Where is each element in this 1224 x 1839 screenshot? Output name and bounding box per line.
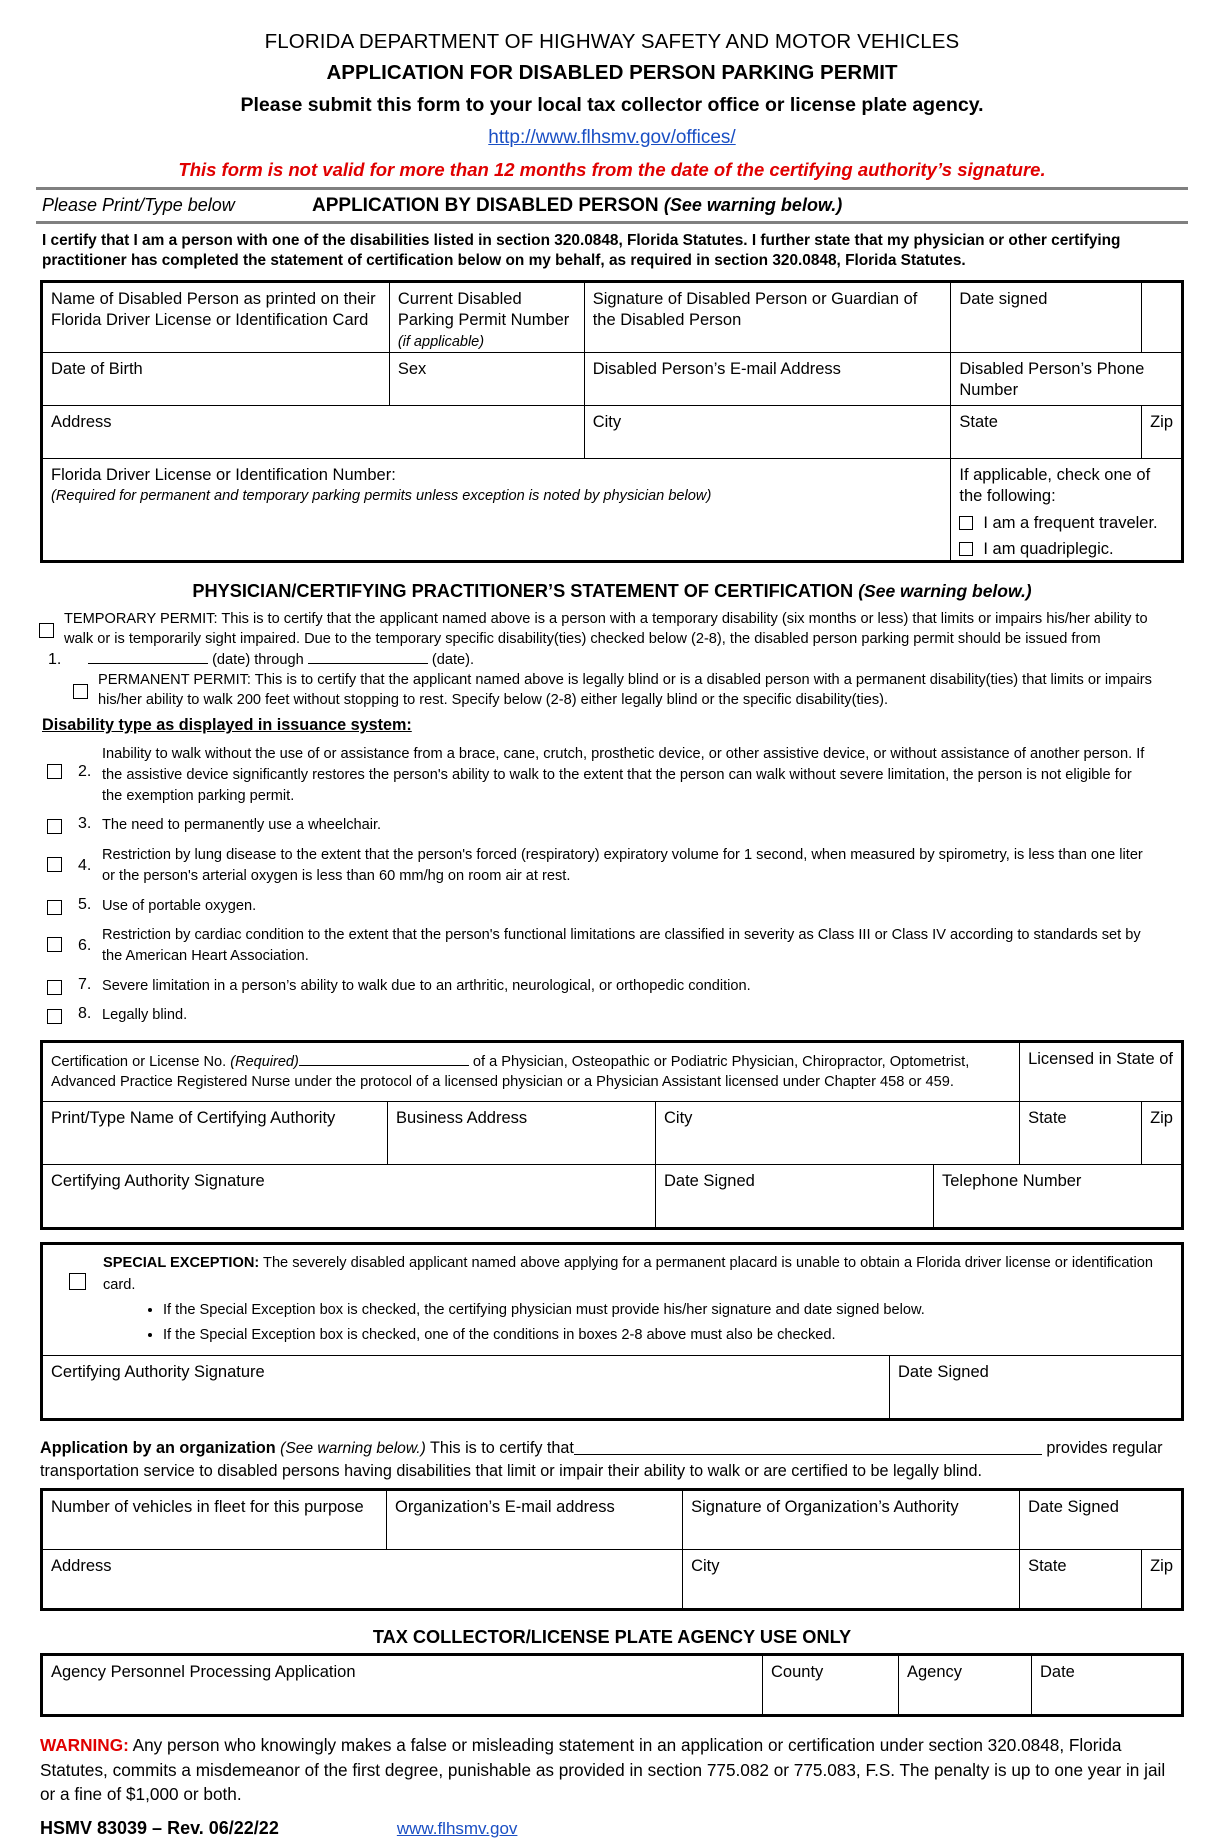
- cell-date-of-birth[interactable]: [42, 353, 390, 406]
- disability-list: [0, 744, 1224, 1026]
- cell-licensed-in-state-of[interactable]: [1020, 1042, 1183, 1102]
- licensed-state-label: Licensed in State of: [1028, 1050, 1173, 1069]
- checkbox-icon[interactable]: [73, 684, 88, 699]
- disability-checkbox-col: [0, 1005, 62, 1024]
- list-item: • If the Special Exception box is checked, the certifying physician must provide his/her signature and date signed below.: [163, 1300, 1163, 1322]
- cell-county[interactable]: [763, 1655, 899, 1716]
- permanent-permit-checkbox-col: [34, 670, 98, 699]
- application-section-title: [312, 195, 842, 217]
- table-row: [42, 1490, 1183, 1550]
- cell-applicant-name[interactable]: [42, 281, 390, 352]
- disability-checkbox-col: [0, 845, 62, 872]
- permit-date-range[interactable]: [88, 650, 1224, 668]
- document-footer: [40, 1818, 1184, 1839]
- cell-organization-address[interactable]: [42, 1550, 683, 1610]
- disability-item-6[interactable]: [0, 925, 1224, 966]
- cell-certifier-name[interactable]: [42, 1102, 388, 1165]
- permit-number-note: (if applicable): [397, 334, 485, 351]
- applicant-name-label: Name of Disabled Person as printed on their Florida Driver License or Identification Card: [51, 289, 376, 330]
- list-item: • If the Special Exception box is checked, one of the conditions in boxes 2-8 above must also be checked.: [163, 1325, 1163, 1347]
- organization-lead-text: This is to certify that: [429, 1438, 574, 1457]
- organization-paragraph: [40, 1437, 1184, 1483]
- cell-permit-number[interactable]: [389, 281, 584, 352]
- physician-statement-title-text: PHYSICIAN/CERTIFYING PRACTITIONER’S STATEMENT OF CERTIFICATION: [192, 580, 854, 601]
- certifier-table: [40, 1040, 1184, 1230]
- tax-collector-table: [40, 1653, 1184, 1717]
- date-label: Date: [1040, 1663, 1075, 1682]
- warning-paragraph: [40, 1733, 1184, 1806]
- organization-lead-note: (See warning below.): [280, 1439, 426, 1457]
- date-from-blank[interactable]: [88, 650, 208, 664]
- cell-certifier-telephone[interactable]: [934, 1165, 1183, 1229]
- permit-number-label: Current Disabled Parking Permit Number: [397, 289, 570, 330]
- disability-checkbox-col: [0, 925, 62, 952]
- special-exception-label: SPECIAL EXCEPTION:: [103, 1255, 260, 1272]
- tax-collector-title: TAX COLLECTOR/LICENSE PLATE AGENCY USE ONLY: [372, 1627, 852, 1648]
- table-row: [42, 281, 1183, 352]
- physician-statement-title: [0, 581, 1224, 602]
- cell-organization-signature[interactable]: [683, 1490, 1020, 1550]
- cell-organization-email[interactable]: [387, 1490, 683, 1550]
- flhsmv-link[interactable]: www.flhsmv.gov: [396, 1819, 518, 1839]
- cell-sex[interactable]: [389, 353, 584, 406]
- date-signed-label: Date signed: [959, 289, 1048, 308]
- applicant-certification-paragraph: I certify that I am a person with one of the disabilities listed in section 320.0848, Florida Statutes. I further state that my physician or other certifying practitioner has completed the statement of certification below on my behalf, as required in section 320.0848, Florida Statutes.: [42, 232, 1121, 270]
- cell-special-exception-signature[interactable]: [42, 1355, 890, 1419]
- offices-url-link[interactable]: http://www.flhsmv.gov/offices/: [488, 127, 736, 148]
- document-header: [0, 0, 1224, 181]
- date-to-label: (date).: [431, 651, 475, 668]
- warning-label: WARNING:: [40, 1735, 129, 1756]
- date-signed-label: Date Signed: [664, 1172, 755, 1191]
- header-divider-bottom: [36, 221, 1188, 224]
- certifier-name-label: Print/Type Name of Certifying Authority: [51, 1109, 336, 1128]
- license-tail-text: of a Physician, Osteopathic or Podiatric Physician, Chiropractor, Optometrist, Advanced Practice Registered Nurse under the protocol of a licensed physician or a Physician Assistant licensed under Chapter 458 or 459.: [51, 1054, 970, 1090]
- disability-text: Inability to walk without the use of or assistance from a brace, cane, crutch, prosthetic device, or other assistive device, or without assistance of another person. If the assistive device significantly restores the person's ability to walk to the extent that the person can walk without severe limitation, the person is not eligible for the exemption parking permit.: [102, 746, 1145, 804]
- address-label: Address: [51, 1557, 112, 1576]
- table-row: [42, 1102, 1183, 1165]
- disability-item-2[interactable]: [0, 744, 1224, 806]
- phone-label: Disabled Person’s Phone Number: [959, 360, 1145, 400]
- email-label: Organization’s E-mail address: [395, 1498, 615, 1517]
- application-section-title-text: APPLICATION BY DISABLED PERSON: [312, 195, 659, 216]
- cell-date-signed[interactable]: [951, 281, 1142, 352]
- checkbox-icon[interactable]: [47, 857, 62, 872]
- agency-personnel-label: Agency Personnel Processing Application: [51, 1663, 356, 1682]
- license-lead-label: Certification or License No.: [51, 1054, 227, 1071]
- table-row: [42, 459, 1183, 561]
- certifier-signature-label: Certifying Authority Signature: [51, 1362, 265, 1381]
- disability-number: 8.: [78, 1005, 92, 1023]
- temporary-permit-text: TEMPORARY PERMIT: This is to certify that the applicant named above is a person with a temporary disability (six months or less) that limits or impairs his/her ability to walk or is temporarily sight impaired. Due to the temporary specific disability(ties) checked below (2-8), the disabled person parking permit should be issued from: [64, 610, 1148, 647]
- city-label: City: [592, 413, 622, 432]
- table-row: [42, 1244, 1183, 1356]
- cell-agency[interactable]: [899, 1655, 1032, 1716]
- checkbox-icon[interactable]: [47, 900, 62, 915]
- table-row: [42, 1165, 1183, 1229]
- disability-text: The need to permanently use a wheelchair.: [102, 817, 382, 834]
- table-row: [42, 1355, 1183, 1419]
- special-exception-table: [40, 1242, 1184, 1421]
- table-row: [42, 1550, 1183, 1610]
- checkbox-icon[interactable]: [959, 516, 973, 530]
- offices-url-line: [0, 117, 1224, 149]
- disability-item-5[interactable]: [0, 896, 1224, 917]
- organization-name-blank[interactable]: [574, 1439, 1042, 1455]
- table-row: [42, 353, 1183, 406]
- print-type-instruction: Please Print/Type below: [42, 195, 235, 215]
- date-signed-label: Date Signed: [1028, 1498, 1119, 1517]
- license-number-blank[interactable]: [299, 1051, 469, 1066]
- footer-url: [397, 1819, 518, 1839]
- city-label: City: [691, 1557, 720, 1576]
- email-label: Disabled Person’s E-mail Address: [592, 360, 841, 379]
- cell-organization-date-signed[interactable]: [1020, 1490, 1183, 1550]
- special-exception-body: [103, 1253, 1173, 1347]
- cell-address[interactable]: [42, 406, 585, 459]
- table-row: [42, 1655, 1183, 1716]
- special-exception-checkbox-col: [51, 1253, 103, 1290]
- disability-checkbox-col: [0, 815, 62, 834]
- disability-item-4[interactable]: [0, 845, 1224, 886]
- sex-label: Sex: [397, 360, 427, 379]
- organization-signature-label: Signature of Organization’s Authority: [691, 1498, 959, 1517]
- physician-statement-title-note: (See warning below.): [858, 580, 1032, 601]
- application-section-title-note: (See warning below.): [663, 195, 843, 215]
- cell-applicant-signature[interactable]: [584, 281, 951, 352]
- city-label: City: [664, 1109, 693, 1128]
- date-signed-label: Date Signed: [898, 1362, 989, 1381]
- table-row: [42, 1042, 1183, 1102]
- cell-certifier-date-signed[interactable]: [656, 1165, 934, 1229]
- checkbox-frequent-traveler[interactable]: [959, 513, 1173, 534]
- disability-text: Legally blind.: [102, 1007, 188, 1024]
- disability-text: Severe limitation in a person’s ability to walk due to an arthritic, neurological, or orthopedic condition.: [102, 977, 751, 994]
- checkbox-icon[interactable]: [39, 623, 54, 638]
- cell-city[interactable]: [584, 406, 951, 459]
- disability-checkbox-col: [0, 976, 62, 995]
- telephone-label: Telephone Number: [942, 1172, 1082, 1191]
- cell-organization-state[interactable]: [1020, 1550, 1142, 1610]
- cell-certifier-city[interactable]: [656, 1102, 1020, 1165]
- driver-license-label: Florida Driver License or Identification Number:: [51, 466, 396, 485]
- cell-organization-city[interactable]: [683, 1550, 1020, 1610]
- cell-agency-personnel[interactable]: [42, 1655, 763, 1716]
- special-exception-statement: [103, 1253, 1163, 1297]
- address-label: Address: [51, 413, 112, 432]
- disability-checkbox-col: [0, 744, 62, 779]
- state-label: State: [959, 413, 998, 432]
- state-label: State: [1028, 1109, 1067, 1128]
- disability-item-3[interactable]: [0, 815, 1224, 836]
- validity-notice: This form is not valid for more than 12 months from the date of the certifying authority’s signature.: [178, 159, 1046, 180]
- temporary-permit-checkbox-col: [0, 609, 64, 638]
- form-title: APPLICATION FOR DISABLED PERSON PARKING PERMIT: [326, 61, 898, 84]
- organization-lead-bold: Application by an organization: [40, 1438, 276, 1457]
- state-label: State: [1028, 1557, 1067, 1576]
- cell-fleet-count[interactable]: [42, 1490, 387, 1550]
- driver-license-note: (Required for permanent and temporary parking permits unless exception is noted by physician below): [51, 488, 712, 505]
- agency-name: FLORIDA DEPARTMENT OF HIGHWAY SAFETY AND MOTOR VEHICLES: [264, 30, 960, 53]
- cell-special-exception: [42, 1244, 1183, 1356]
- special-exception-text: The severely disabled applicant named above applying for a permanent placard is unable to obtain a Florida driver license or identification card.: [103, 1255, 1153, 1294]
- disability-text: Restriction by cardiac condition to the extent that the person's functional limitations are classified in severity as Class III or Class IV according to standards set by the American Heart Association.: [102, 927, 1141, 964]
- date-to-blank[interactable]: [308, 650, 428, 664]
- disability-number: 7.: [78, 975, 92, 993]
- form-id: HSMV 83039 – Rev. 06/22/22: [40, 1818, 279, 1839]
- checkbox-icon[interactable]: [47, 937, 62, 952]
- certifier-signature-label: Certifying Authority Signature: [51, 1172, 265, 1191]
- warning-text: Any person who knowingly makes a false or misleading statement in an application or certification under section 320.0848, Florida Statutes, commits a misdemeanor of the first degree, punishable as provided in section 775.082 or 775.083, F.S. The penalty is up to one year in jail or a fine of $1,000 or both.: [40, 1735, 1166, 1805]
- permanent-permit-row[interactable]: [34, 670, 1224, 710]
- disability-number: 2.: [78, 763, 92, 781]
- application-section-bar: [36, 190, 1188, 221]
- date-from-label: (date) through: [212, 651, 304, 668]
- zip-label: Zip: [1150, 413, 1173, 432]
- cell-check-one: [951, 459, 1183, 561]
- cell-certifier-signature[interactable]: [42, 1165, 656, 1229]
- permanent-permit-text: PERMANENT PERMIT: This is to certify that the applicant named above is legally blind or is a disabled person with a permanent disability(ties) that limits or impairs his/her ability to walk 200 feet without stopping to rest. Specify below (2-8) either legally blind or the specific disability(ties).: [98, 671, 1152, 709]
- disability-number: 5.: [78, 895, 92, 913]
- special-exception-bullets: [103, 1300, 1163, 1347]
- cell-license-number[interactable]: [42, 1042, 1020, 1102]
- cell-driver-license[interactable]: [42, 459, 951, 561]
- agency-label: Agency: [907, 1663, 963, 1682]
- zip-label: Zip: [1150, 1557, 1173, 1576]
- permit-type-block: [0, 609, 1224, 711]
- disability-text: Use of portable oxygen.: [102, 897, 257, 914]
- cell-zip[interactable]: [1142, 406, 1183, 459]
- disability-number: 4.: [78, 857, 92, 875]
- checkbox-quadriplegic[interactable]: [959, 539, 1173, 560]
- license-required-note: (Required): [230, 1054, 299, 1071]
- disability-item-8[interactable]: [0, 1005, 1224, 1026]
- frequent-traveler-label: I am a frequent traveler.: [983, 513, 1158, 532]
- cell-organization-zip[interactable]: [1142, 1550, 1183, 1610]
- cell-certifier-state[interactable]: [1020, 1102, 1142, 1165]
- checkbox-icon[interactable]: [47, 1009, 62, 1024]
- submit-instruction: Please submit this form to your local tax collector office or license plate agency.: [240, 94, 984, 116]
- zip-label: Zip: [1150, 1109, 1173, 1128]
- county-label: County: [771, 1663, 824, 1682]
- disability-number: 3.: [78, 815, 92, 833]
- dob-label: Date of Birth: [51, 360, 143, 379]
- checkbox-icon[interactable]: [47, 764, 62, 779]
- applicant-table: [40, 280, 1184, 563]
- checkbox-icon[interactable]: [69, 1273, 86, 1290]
- permit-item-number: 1.: [48, 650, 62, 668]
- cell-special-exception-date[interactable]: [890, 1355, 1183, 1419]
- cell-email[interactable]: [584, 353, 951, 406]
- cell-date[interactable]: [1032, 1655, 1183, 1716]
- business-address-label: Business Address: [396, 1109, 528, 1128]
- cell-business-address[interactable]: [388, 1102, 656, 1165]
- disability-type-heading: Disability type as displayed in issuance system:: [42, 716, 412, 735]
- disability-text: Restriction by lung disease to the extent that the person's forced (respiratory) expiratory volume for 1 second, when measured by spirometry, is less than one liter or the person's arterial oxygen is less than 60 mm/hg on room air at rest.: [102, 847, 1143, 884]
- cell-phone[interactable]: [951, 353, 1183, 406]
- applicant-signature-label: Signature of Disabled Person or Guardian of the Disabled Person: [592, 289, 918, 330]
- cell-certifier-zip[interactable]: [1142, 1102, 1183, 1165]
- organization-table: [40, 1488, 1184, 1611]
- quadriplegic-label: I am quadriplegic.: [983, 539, 1114, 558]
- table-row: [42, 406, 1183, 459]
- cell-state[interactable]: [951, 406, 1142, 459]
- organization-tail-text: provides regular transportation service to disabled persons having disabilities that limit or impair their ability to walk or are certified to be legally blind.: [40, 1438, 1163, 1480]
- disability-checkbox-col: [0, 896, 62, 915]
- disability-item-7[interactable]: [0, 976, 1224, 997]
- disability-number: 6.: [78, 937, 92, 955]
- temporary-permit-row[interactable]: [0, 609, 1224, 649]
- checkbox-icon[interactable]: [47, 819, 62, 834]
- checkbox-icon[interactable]: [959, 542, 973, 556]
- fleet-label: Number of vehicles in fleet for this purpose: [51, 1498, 364, 1517]
- checkbox-icon[interactable]: [47, 980, 62, 995]
- check-one-label: If applicable, check one of the following:: [959, 466, 1151, 506]
